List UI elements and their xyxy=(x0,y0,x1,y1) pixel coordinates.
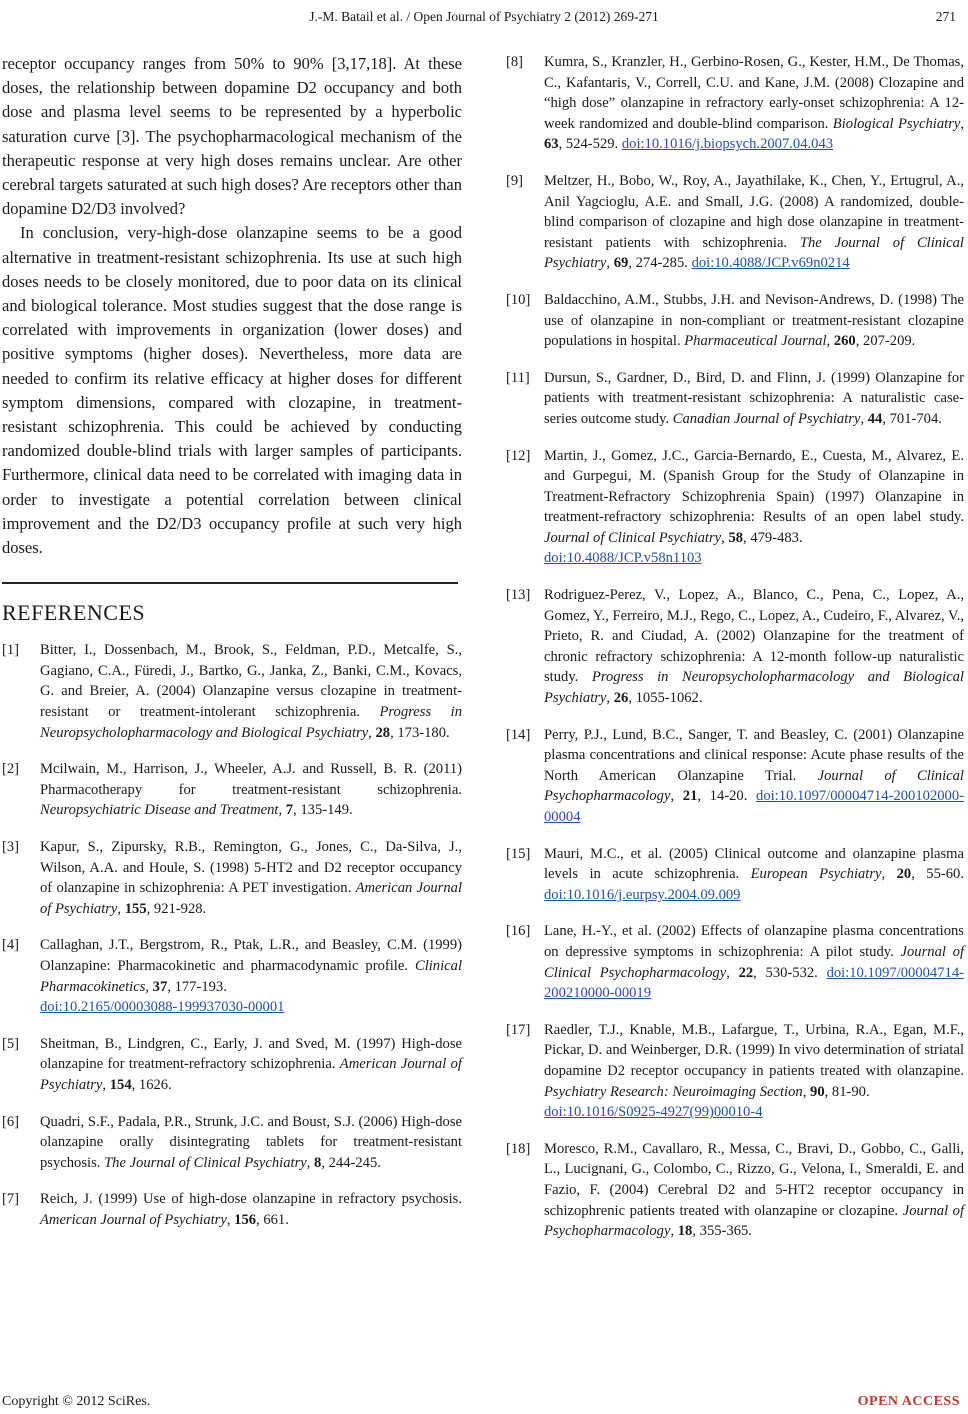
reference-entry xyxy=(506,844,964,906)
reference-number: [1] xyxy=(2,642,20,659)
reference-separator: , xyxy=(670,1223,678,1240)
reference-pages: , 14-20. xyxy=(697,788,757,805)
reference-number: [4] xyxy=(2,937,20,954)
reference-authors: Martin, J., Gomez, J.C., Garcia-Bernardo, E., Cuesta, M., Alvarez, E. and Gurpegui, M. (Spanish Group for the Study of Olanzapine in Treatment-Refractory Schizophrenia Spain) (1997) Olanzapine in treatment-refractory schizophrenia: Results of an open label study. xyxy=(544,447,964,526)
reference-authors: Perry, P.J., Lund, B.C., Sanger, T. and Beasley, C. (2001) Olanzapine plasma concentrations and clinical response: Acute phase results of the North American Olanzapine Trial. xyxy=(544,726,964,784)
reference-separator: , xyxy=(117,900,125,917)
reference-pages: , 135-149. xyxy=(293,802,353,819)
reference-entry xyxy=(506,368,964,430)
reference-number: [2] xyxy=(2,761,20,778)
doi-link[interactable]: doi:10.1097/00004714-200210000-00019 xyxy=(544,964,964,1002)
reference-pages: , 661. xyxy=(256,1211,289,1228)
reference-separator: , xyxy=(802,1083,811,1100)
reference-journal: Pharmaceutical Journal xyxy=(684,333,827,350)
reference-volume: 58 xyxy=(728,529,744,546)
reference-journal: Psychiatry Research: Neuroimaging Section xyxy=(544,1083,803,1100)
reference-number: [10] xyxy=(506,291,531,308)
reference-separator: , xyxy=(278,802,286,819)
reference-journal: Biological Psychiatry xyxy=(832,115,961,132)
reference-authors: Sheitman, B., Lindgren, C., Early, J. and Sved, M. (1997) High-dose olanzapine for treatment-refractory schizophrenia. xyxy=(40,1035,462,1073)
reference-number: [13] xyxy=(506,587,531,604)
reference-authors: Baldacchino, A.M., Stubbs, J.H. and Nevison-Andrews, D. (1998) The use of olanzapine in non-compliant or treatment-resistant clozapine populations in hospital. xyxy=(544,291,964,350)
right-column xyxy=(506,52,964,1258)
reference-authors: Mcilwain, M., Harrison, J., Wheeler, A.J. and Russell, B. R. (2011) Pharmacotherapy for treatment-resistant schizophrenia. xyxy=(40,761,462,798)
reference-authors: Quadri, S.F., Padala, P.R., Strunk, J.C. and Boust, S.J. (2006) High-dose olanzapine orally disintegrating tablets for treatment-resistant psychosis. xyxy=(40,1113,462,1171)
reference-pages: , 81-90. xyxy=(824,1083,870,1100)
body-paragraph: receptor occupancy ranges from 50% to 90% [3,17,18]. At these doses, the relationship between dopamine D2 occupancy and both dose and plasma level seems to be represented by a hyperbolic saturation curve [3]. The psychopharmacological mechanism of the therapeutic response at very high doses remains unclear. Are other cerebral targets saturated at such high doses? Are receptors other than dopamine D2/D3 involved? xyxy=(2,54,462,219)
reference-separator: , xyxy=(606,255,614,272)
reference-volume: 90 xyxy=(810,1083,825,1100)
running-head: J.-M. Batail et al. / Open Journal of Psychiatry 2 (2012) 269-271 xyxy=(309,9,659,24)
reference-entry xyxy=(2,1189,462,1230)
reference-entry xyxy=(506,52,964,155)
reference-pages: , 701-704. xyxy=(882,410,942,427)
reference-journal: Progress in Neuropsycholopharmacology and Biological Psychiatry xyxy=(544,669,964,707)
reference-pages: , 921-928. xyxy=(146,900,207,917)
reference-entry xyxy=(2,640,462,743)
reference-authors: Kapur, S., Zipursky, R.B., Remington, G., Jones, C., Da-Silva, J., Wilson, A.A. and Houle, S. (1998) 5-HT2 and D2 receptor occupancy of olanzapine in schizophrenia: A PET investigation. xyxy=(40,839,462,897)
open-access-label: OPEN ACCESS xyxy=(857,1394,960,1409)
reference-volume: 44 xyxy=(867,410,883,427)
doi-link[interactable]: doi:10.1016/S0925-4927(99)00010-4 xyxy=(544,1104,763,1121)
reference-volume: 7 xyxy=(285,802,294,819)
reference-separator: , xyxy=(226,1211,235,1228)
reference-volume: 156 xyxy=(234,1211,257,1228)
reference-number: [16] xyxy=(506,923,531,940)
reference-entry xyxy=(2,837,462,919)
reference-journal: Journal of Clinical Psychiatry xyxy=(544,529,722,546)
reference-pages: , 177-193. xyxy=(167,978,227,995)
reference-pages: , 524-529. xyxy=(558,136,622,153)
reference-pages: , 244-245. xyxy=(321,1154,381,1171)
doi-link[interactable]: doi:10.1016/j.biopsych.2007.04.043 xyxy=(621,136,834,153)
reference-number: [3] xyxy=(2,839,20,856)
reference-authors: Bitter, I., Dossenbach, M., Brook, S., Feldman, P.D., Metcalfe, S., Gagiano, C.A., Füredi, J., Bartko, G., Janka, Z., Banki, C.M., Kovacs, G. and Breier, A. (2004) Olanzapine versus clozapine in treatment-resistant or treatment-intolerant schizophrenia. xyxy=(40,642,462,721)
reference-authors: Kumra, S., Kranzler, H., Gerbino-Rosen, G., Kester, H.M., De Thomas, C., Kafantaris, V., Correll, C.U. and Kane, J.M. (2008) Clozapine and “high dose” olanzapine in refractory early-onset schizophrenia: A 12-week randomized and double-blind comparison. xyxy=(544,54,964,132)
left-column xyxy=(2,52,462,1247)
reference-number: [17] xyxy=(506,1021,531,1038)
reference-number: [9] xyxy=(506,172,524,189)
reference-volume: 28 xyxy=(375,724,391,741)
reference-entry xyxy=(506,585,964,709)
body-paragraph: In conclusion, very-high-dose olanzapine seems to be a good alternative in treatment-resistant schizophrenia. Its use at such high doses needs to be closely monitored, due to poor data on its clinical and biological tolerance. Most studies suggest that the dose range is correlated with improvements in organization (lower doses) and positive symptoms (higher doses). Nevertheless, more data are needed to confirm its relative efficacy at higher doses for different symptom dimensions, compared with clozapine, in treatment-resistant schizophrenia. This could be achieved by conducting randomized double-blind trials with larger samples of participants. Furthermore, clinical data need to be correlated with imaging data in order to investigate a potential correlation between clinical improvement and the D2/D3 occupancy profile at such very high doses. xyxy=(2,223,462,558)
reference-entry xyxy=(2,759,462,821)
reference-pages: , 355-365. xyxy=(692,1223,752,1240)
reference-journal: Progress in Neuropsycholopharmacology and Biological Psychiatry xyxy=(40,704,463,741)
reference-entry xyxy=(506,1139,964,1242)
references-heading: REFERENCES xyxy=(2,600,146,626)
reference-separator: , xyxy=(960,115,965,132)
reference-authors: Raedler, T.J., Knable, M.B., Lafargue, T., Urbina, R.A., Egan, M.F., Pickar, D. and Weinberger, D.R. (1999) In vivo determination of striatal dopamine D2 receptor occupancy in patients treated with olanzapine. xyxy=(544,1021,964,1079)
reference-volume: 260 xyxy=(833,333,856,350)
reference-separator: , xyxy=(881,866,897,883)
page-number: 271 xyxy=(935,9,956,24)
reference-separator: , xyxy=(726,964,739,981)
section-divider xyxy=(2,582,458,584)
reference-journal: The Journal of Clinical Psychiatry xyxy=(544,234,964,272)
reference-volume: 63 xyxy=(544,136,559,153)
reference-pages: , 55-60. xyxy=(911,866,964,883)
reference-volume: 20 xyxy=(896,866,912,883)
reference-volume: 154 xyxy=(109,1076,132,1093)
reference-number: [11] xyxy=(506,369,530,386)
doi-link[interactable]: doi:10.2165/00003088-199937030-00001 xyxy=(40,999,285,1016)
reference-pages: , 274-285. xyxy=(628,255,692,272)
reference-volume: 155 xyxy=(124,900,147,917)
reference-separator: , xyxy=(102,1076,110,1093)
reference-authors: Meltzer, H., Bobo, W., Roy, A., Jayathilake, K., Chen, Y., Ertugrul, A., Anil Yagcioglu, A.E. and Small, J.G. (2008) A randomized, double-blind comparison of clozapine and high dose olanzapine in treatment-resistant patients with schizophrenia. xyxy=(544,172,964,251)
reference-journal: American Journal of Psychiatry xyxy=(40,1056,462,1093)
reference-separator: , xyxy=(306,1154,315,1171)
doi-link[interactable]: doi:10.4088/JCP.v58n1103 xyxy=(544,550,702,567)
reference-number: [6] xyxy=(2,1113,20,1130)
reference-pages: , 1055-1062. xyxy=(628,690,703,707)
reference-pages: , 530-532. xyxy=(753,964,827,981)
reference-pages: , 173-180. xyxy=(390,724,450,741)
reference-number: [7] xyxy=(2,1191,20,1208)
reference-entry xyxy=(506,1020,964,1123)
reference-list-right xyxy=(506,52,964,1242)
reference-separator: , xyxy=(826,333,834,350)
reference-journal: Journal of Clinical Psychopharmacology xyxy=(544,767,964,805)
reference-journal: American Journal of Psychiatry xyxy=(40,880,462,917)
reference-journal: Journal of Psychopharmacology xyxy=(544,1202,964,1240)
doi-link[interactable]: doi:10.1097/00004714-200102000-00004 xyxy=(544,788,964,825)
reference-journal: Neuropsychiatric Disease and Treatment xyxy=(40,802,279,819)
reference-authors: Moresco, R.M., Cavallaro, R., Messa, C., Bravi, D., Gobbo, C., Galli, L., Lucignani, G., Colombo, C., Rizzo, G., Velona, I., Smeraldi, E. and Fazio, F. (2004) Cerebral D2 and 5-HT2 receptor occupancy in schizophrenic patients treated with olanzapine or clozapine. xyxy=(544,1140,964,1219)
reference-volume: 18 xyxy=(677,1223,693,1240)
reference-number: [12] xyxy=(506,447,531,464)
reference-number: [15] xyxy=(506,845,531,862)
reference-journal: Journal of Clinical Psychopharmacology xyxy=(544,943,964,981)
reference-authors: Reich, J. (1999) Use of high-dose olanzapine in refractory psychosis. xyxy=(40,1191,462,1208)
reference-journal: Clinical Pharmacokinetics xyxy=(40,957,462,995)
reference-number: [18] xyxy=(506,1140,531,1157)
reference-authors: Rodriguez-Perez, V., Lopez, A., Blanco, C., Pena, C., Lopez, A., Gomez, Y., Ferreiro, M.J., Rego, C., Lopez, A., Cudeiro, F., Alvarez, V., Prieto, R. and Ciudad, A. (2002) Olanzapine for the treatment of chronic refractory schizophrenia: A 12-month follow-up naturalistic study. xyxy=(544,587,964,686)
reference-entry xyxy=(506,290,964,352)
reference-journal: The Journal of Clinical Psychiatry xyxy=(104,1154,307,1171)
reference-journal: European Psychiatry xyxy=(750,866,882,883)
reference-number: [14] xyxy=(506,726,531,743)
reference-separator: , xyxy=(721,529,729,546)
reference-entry xyxy=(506,446,964,570)
reference-number: [8] xyxy=(506,54,524,70)
reference-volume: 22 xyxy=(738,964,754,981)
reference-journal: Canadian Journal of Psychiatry xyxy=(672,410,861,427)
reference-authors: Dursun, S., Gardner, D., Bird, D. and Flinn, J. (1999) Olanzapine for patients with treatment-resistant schizophrenia: A naturalistic case-series outcome study. xyxy=(544,369,964,427)
reference-pages: , 1626. xyxy=(131,1076,172,1093)
reference-entry xyxy=(506,171,964,274)
reference-separator: , xyxy=(368,724,376,741)
reference-entry xyxy=(2,1112,462,1174)
reference-list-left xyxy=(2,640,462,1230)
reference-pages: , 479-483. xyxy=(743,529,803,546)
reference-volume: 21 xyxy=(682,788,698,805)
reference-separator: , xyxy=(860,410,868,427)
reference-number: [5] xyxy=(2,1035,20,1052)
reference-entry xyxy=(2,935,462,1017)
reference-journal: American Journal of Psychiatry xyxy=(40,1211,227,1228)
reference-authors: Callaghan, J.T., Bergstrom, R., Ptak, L.R., and Beasley, C.M. (1999) Olanzapine: Pharmacokinetic and pharmacodynamic profile. xyxy=(40,937,462,974)
reference-pages: , 207-209. xyxy=(855,333,916,350)
reference-volume: 37 xyxy=(152,978,168,995)
reference-volume: 26 xyxy=(613,690,629,707)
reference-entry xyxy=(506,725,964,828)
reference-authors: Mauri, M.C., et al. (2005) Clinical outcome and olanzapine plasma levels in acute schizophrenia. xyxy=(544,845,964,883)
reference-authors: Lane, H.-Y., et al. (2002) Effects of olanzapine plasma concentrations on depressive symptoms in schizophrenia: A pilot study. xyxy=(544,923,964,960)
reference-separator: , xyxy=(145,978,153,995)
copyright-notice: Copyright © 2012 SciRes. xyxy=(2,1394,151,1409)
reference-volume: 69 xyxy=(613,255,629,272)
reference-separator: , xyxy=(606,690,614,707)
reference-entry xyxy=(506,921,964,1003)
reference-volume: 8 xyxy=(314,1154,322,1171)
reference-entry xyxy=(2,1034,462,1096)
doi-link[interactable]: doi:10.4088/JCP.v69n0214 xyxy=(691,255,850,272)
doi-link[interactable]: doi:10.1016/j.eurpsy.2004.09.009 xyxy=(544,886,741,903)
reference-separator: , xyxy=(670,788,683,805)
